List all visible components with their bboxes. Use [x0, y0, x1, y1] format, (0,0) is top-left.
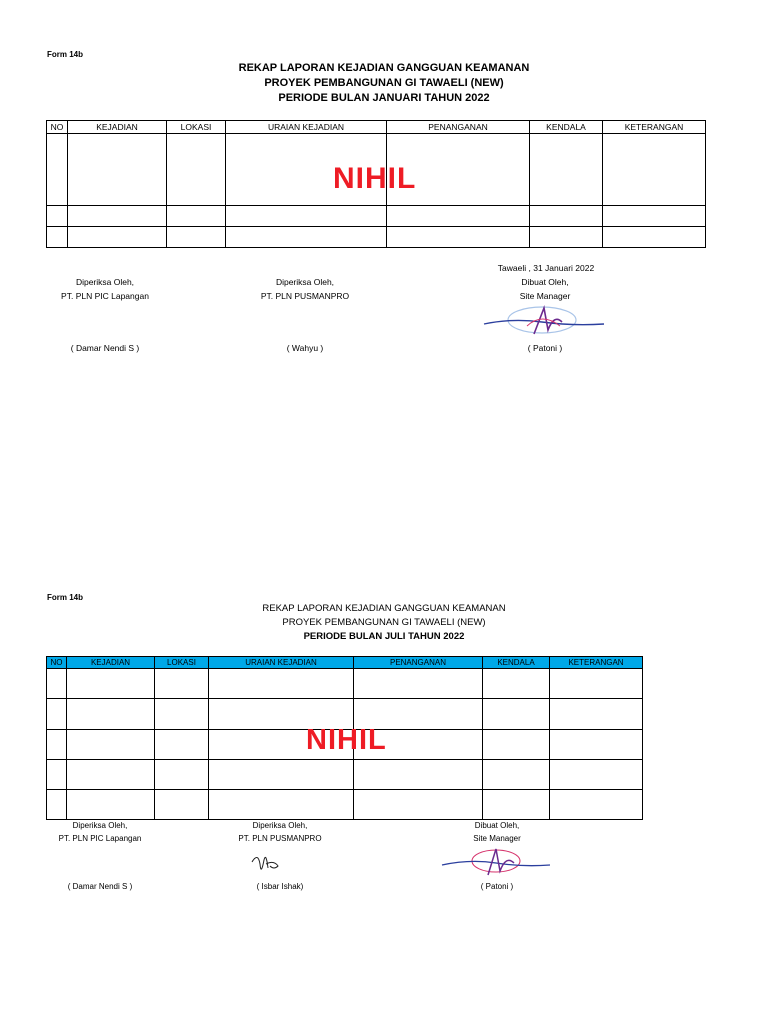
title-line: PROYEK PEMBANGUNAN GI TAWAELI (NEW) — [264, 77, 504, 89]
form-label: Form 14b — [47, 593, 84, 602]
form-label: Form 14b — [47, 50, 84, 59]
column-header: KEJADIAN — [68, 121, 167, 134]
signatory-org: PT. PLN PIC Lapangan — [58, 834, 142, 843]
signatory-role: Diperiksa Oleh, — [72, 821, 128, 830]
signature-stamp-icon — [482, 302, 607, 338]
title-line: PERIODE BULAN JANUARI TAHUN 2022 — [278, 92, 490, 104]
column-header: URAIAN KEJADIAN — [226, 121, 387, 134]
column-header: NO — [47, 121, 68, 134]
column-header: KENDALA — [483, 657, 550, 669]
table-row — [47, 760, 643, 790]
column-header: KETERANGAN — [550, 657, 643, 669]
signatory-name: ( Damar Nendi S ) — [70, 343, 140, 353]
column-header: LOKASI — [155, 657, 209, 669]
signatory-role: Diperiksa Oleh, — [252, 821, 308, 830]
report-title — [0, 61, 768, 106]
signatory-org: Site Manager — [519, 291, 571, 301]
report-title — [0, 602, 768, 644]
title-line: PROYEK PEMBANGUNAN GI TAWAELI (NEW) — [282, 617, 486, 628]
signatory-name: ( Wahyu ) — [286, 343, 324, 353]
table-header-row — [47, 121, 706, 134]
table-row — [47, 790, 643, 820]
nihil-stamp: NIHIL — [306, 724, 387, 756]
title-line: PERIODE BULAN JULI TAHUN 2022 — [303, 631, 465, 642]
signatory-site-manager — [470, 275, 620, 303]
table-row — [47, 206, 706, 227]
signatory-org: PT. PLN PUSMANPRO — [260, 291, 350, 301]
place-date: Tawaeli , 31 Januari 2022 — [497, 263, 595, 273]
signatory-name: ( Damar Nendi S ) — [67, 882, 133, 891]
column-header: KETERANGAN — [603, 121, 706, 134]
column-header: KENDALA — [530, 121, 603, 134]
column-header: PENANGANAN — [354, 657, 483, 669]
signatory-name: ( Patoni ) — [527, 343, 563, 353]
signatory-org: PT. PLN PUSMANPRO — [238, 834, 322, 843]
column-header: NO — [47, 657, 67, 669]
signatory-pusmanpro — [230, 275, 380, 303]
signatory-org: PT. PLN PIC Lapangan — [61, 291, 149, 301]
nihil-stamp: NIHIL — [333, 162, 417, 195]
signatory-org: Site Manager — [473, 834, 521, 843]
table-row — [47, 227, 706, 248]
table-row — [47, 669, 643, 699]
signatory-site-manager — [422, 819, 572, 845]
signature-stamp-icon — [440, 845, 552, 879]
column-header: URAIAN KEJADIAN — [209, 657, 354, 669]
signatory-pusmanpro — [205, 819, 355, 845]
column-header: LOKASI — [167, 121, 226, 134]
signatory-pic-lapangan — [30, 275, 180, 303]
signatory-role: Dibuat Oleh, — [521, 277, 569, 287]
column-header: PENANGANAN — [387, 121, 530, 134]
signatory-role: Dibuat Oleh, — [474, 821, 520, 830]
signature-icon — [248, 850, 284, 880]
signatory-role: Diperiksa Oleh, — [75, 277, 135, 287]
signatory-name: ( Isbar Ishak) — [256, 882, 304, 891]
signatory-name: ( Patoni ) — [480, 882, 514, 891]
table-header-row — [47, 657, 643, 669]
signatory-role: Diperiksa Oleh, — [275, 277, 335, 287]
title-line: REKAP LAPORAN KEJADIAN GANGGUAN KEAMANAN — [262, 603, 506, 614]
signatory-pic-lapangan — [25, 819, 175, 845]
title-line: REKAP LAPORAN KEJADIAN GANGGUAN KEAMANAN — [238, 62, 530, 74]
column-header: KEJADIAN — [67, 657, 155, 669]
